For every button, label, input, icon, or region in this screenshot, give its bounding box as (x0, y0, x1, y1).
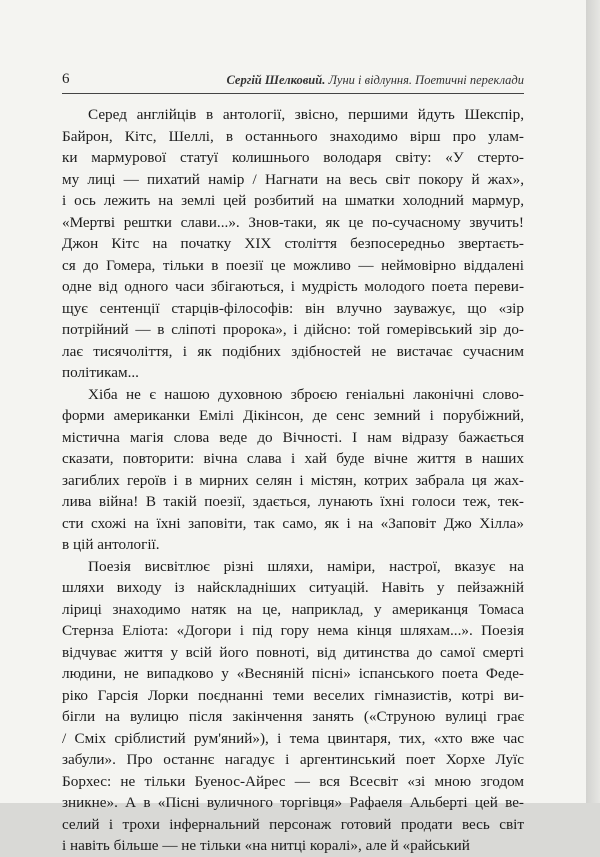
text-line: ріко Гарсія Лорки поєднанні теми веселих гімназистів, котрі ви- (62, 686, 524, 704)
running-head-author: Сергій Шелковий. (226, 73, 326, 87)
text-line: Серед англійців в антології, звісно, першими йдуть Шекспір, (88, 106, 524, 123)
text-line: / Сміх сріблистий рум'яний»), і тема цвинтаря, тих, «хто вже час (62, 729, 524, 747)
text-line: Стернза Еліота: «Догори і під гору нема кінця шляхам...». Поезія (62, 622, 524, 639)
page-number: 6 (62, 71, 70, 87)
text-line: шляхи виходу із найскладніших ситуацій. Навіть у пейзажній (62, 579, 524, 596)
text-line: форми американки Емілі Дікінсон, де сенс земний і порубіжний, (62, 407, 524, 424)
paragraph (62, 104, 524, 384)
text-line: ся до Гомера, тільки в поезії це можливо — неймовірно віддалені (62, 256, 524, 274)
text-line: бігли на вулицю після закінчення занять («Струною вулиці грає (62, 708, 524, 725)
text-line: сказати, повторити: вічна слава і хай буде вічне життя в наших (62, 450, 524, 467)
paragraph (62, 556, 524, 857)
text-line: Борхес: не тільки Буенос-Айрес — вся Всесвіт «зі мною згодом (62, 772, 524, 790)
text-line: містична магія слова веде до Вічності. І нам відразу бажається (62, 428, 524, 446)
text-line: політикам... (62, 364, 139, 381)
running-head-title: Луни і відлуння. Поетичні переклади (325, 73, 524, 87)
body-text (62, 104, 524, 857)
header-rule (62, 93, 524, 94)
text-line: одне від одного часи збігаються, і мудрість молодого поета переви- (62, 278, 524, 295)
paragraph (62, 384, 524, 556)
text-line: лива війна! В такій поезії, здається, лунають їхні голоси теж, тек- (62, 493, 524, 510)
running-head (227, 73, 525, 88)
text-line: Хіба не є нашою духовною зброєю геніальні лаконічні слово- (88, 385, 524, 403)
text-line: відчуває життя у всій його повноті, від дитинства до самої смерті (62, 643, 524, 661)
text-line: і навіть більше — не тільки «на нитці коралі», але й «райський (62, 837, 470, 854)
text-line: Поезія висвітлює різні шляхи, наміри, настрої, вказує на (88, 557, 524, 575)
text-line: і ось лежить на землі цей розбитий на шматки холодний мармур, (62, 192, 524, 209)
text-line: загиблих героїв і в мирних селян і містян, котрих забрала ця жах- (62, 471, 524, 489)
text-line: лає тисячоліття, і як подібних здібностей не вистачає сучасним (62, 342, 524, 360)
text-line: Байрон, Кітс, Шеллі, в останнього знаходимо вірш про улам- (62, 127, 524, 145)
page-header (62, 71, 524, 91)
text-line: Джон Кітс на початку XIX століття безпосередньо звертаєть- (62, 235, 524, 252)
text-line: потрійний — в сліпоті пророка», і дійсно: той гомерівський зір до- (62, 321, 524, 338)
text-line: в цій антології. (62, 536, 160, 553)
text-line: щує сентенції старців-філософів: він влучно зауважує, що «зір (62, 299, 524, 317)
text-line: зникне». А в «Пісні вуличного торгівця» Рафаеля Альберті цей ве- (62, 794, 524, 811)
text-line: му лиці — пихатий намір / Нагнати на весь світ покору й жах», (62, 170, 524, 188)
page-edge-shadow (586, 0, 600, 803)
text-line: «Мертві рештки слави...». Знов-таки, як це по-сучасному звучить! (62, 213, 524, 231)
text-line: сти схожі на їхні заповіти, так само, як і на «Заповіт Джо Хілла» (62, 514, 524, 532)
text-line: людини, не випадково у «Весняній пісні» іспанського поета Феде- (62, 665, 524, 682)
text-line: селий і трохи інфернальний персонаж готовий продати весь світ (62, 815, 524, 833)
text-line: ки мармурової статуї колишнього володаря світу: «У стерто- (62, 149, 524, 166)
text-line: забули». Про останнє нагадує і аргентинський поет Хорхе Луїс (62, 751, 524, 768)
text-line: ліриці знаходимо натяк на це, наприклад, у американця Томаса (62, 600, 524, 618)
